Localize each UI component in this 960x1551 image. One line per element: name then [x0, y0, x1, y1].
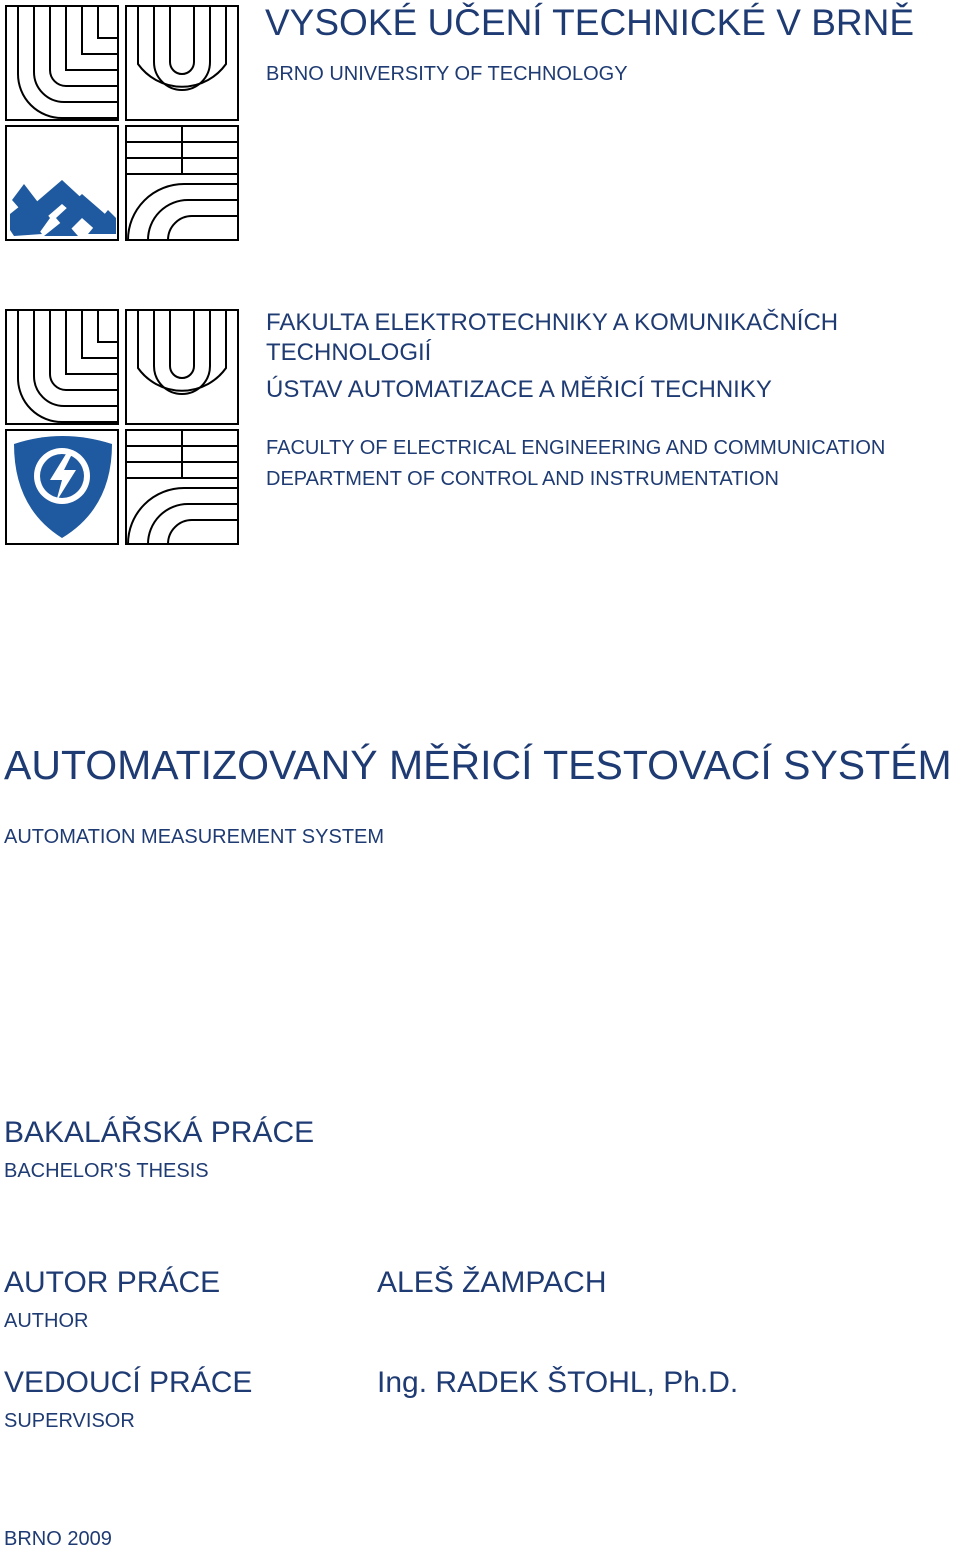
department-name-en: DEPARTMENT OF CONTROL AND INSTRUMENTATION — [266, 468, 779, 490]
university-name-cz: VYSOKÉ UČENÍ TECHNICKÉ V BRNĚ — [265, 2, 915, 43]
thesis-title-en: AUTOMATION MEASUREMENT SYSTEM — [4, 826, 385, 848]
supervisor-label-cz: VEDOUCÍ PRÁCE — [4, 1366, 253, 1399]
department-name-cz: ÚSTAV AUTOMATIZACE A MĚŘICÍ TECHNIKY — [266, 376, 772, 403]
author-label-cz: AUTOR PRÁCE — [4, 1266, 221, 1299]
supervisor-label-en: SUPERVISOR — [4, 1410, 135, 1432]
thesis-type-en: BACHELOR'S THESIS — [4, 1160, 209, 1182]
faculty-name-en: FACULTY OF ELECTRICAL ENGINEERING AND COMMUNICATION — [266, 437, 886, 459]
thesis-title-cz: AUTOMATIZOVANÝ MĚŘICÍ TESTOVACÍ SYSTÉM — [4, 742, 952, 788]
faculty-name-cz: FAKULTA ELEKTROTECHNIKY A KOMUNIKAČNÍCH TECHNOLOGIÍ — [266, 309, 839, 366]
vut-logo-icon — [4, 4, 240, 242]
feec-logo-icon — [4, 308, 240, 546]
university-name-en: BRNO UNIVERSITY OF TECHNOLOGY — [266, 63, 628, 85]
supervisor-name: Ing. RADEK ŠTOHL, Ph.D. — [377, 1366, 739, 1399]
author-label-en: AUTHOR — [4, 1310, 89, 1332]
author-name: ALEŠ ŽAMPACH — [377, 1266, 607, 1299]
thesis-type-cz: BAKALÁŘSKÁ PRÁCE — [4, 1116, 315, 1149]
city-year: BRNO 2009 — [4, 1528, 112, 1550]
